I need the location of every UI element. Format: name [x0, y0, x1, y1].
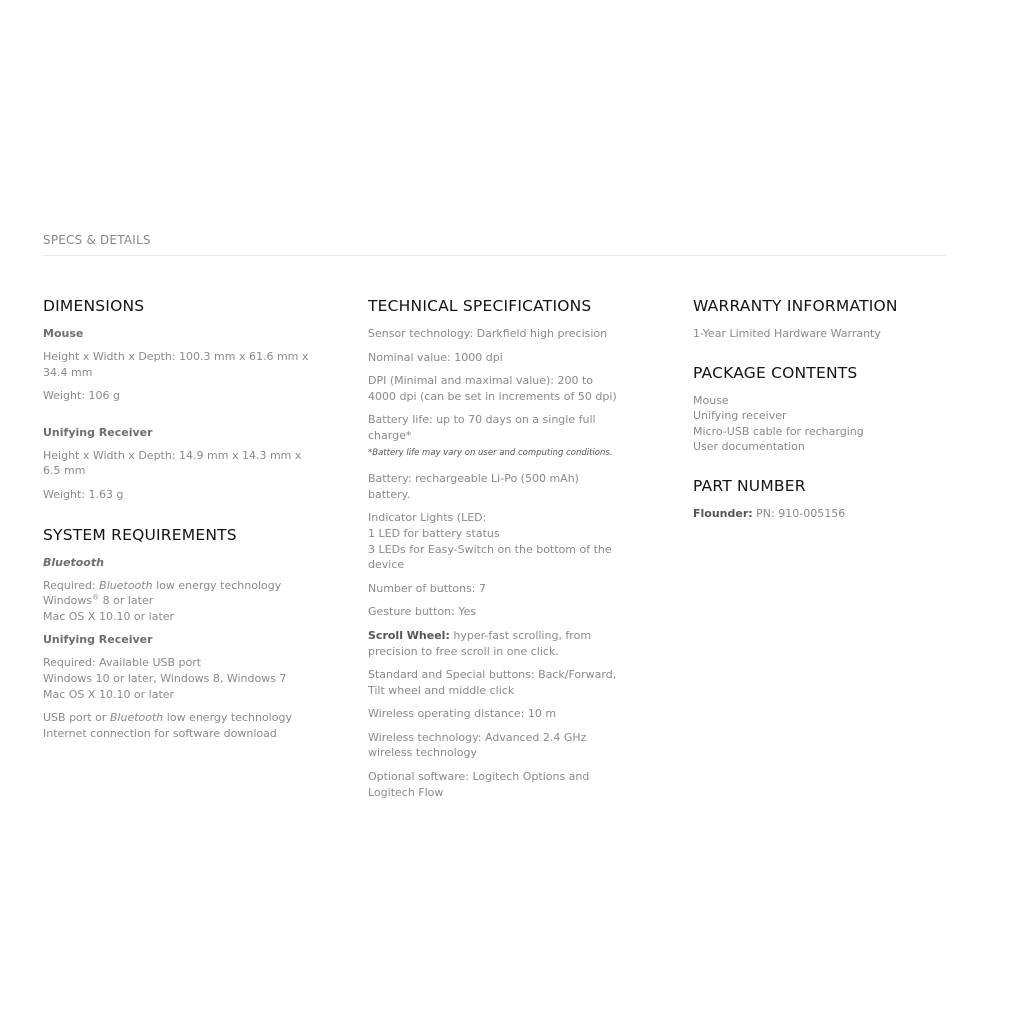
scroll-text: hyper-fast scrolling, from precision to free scroll in one click. — [368, 628, 592, 658]
mouse-subheading: Mouse — [43, 327, 84, 340]
warranty-text: 1-Year Limited Hardware Warranty — [693, 327, 881, 340]
indicator-battery: 1 LED for battery status — [368, 526, 500, 540]
package-item: User documentation — [693, 440, 805, 454]
dimensions-heading: DIMENSIONS — [43, 297, 145, 315]
buttons-spec: Number of buttons: 7 — [368, 581, 486, 595]
battery-spec: Battery: rechargeable Li-Po (500 mAh) battery. — [368, 472, 579, 501]
unifying-requirements — [43, 655, 313, 702]
indicator-title: Indicator Lights (LED: — [368, 511, 487, 525]
nominal-spec: Nominal value: 1000 dpi — [368, 350, 503, 364]
column-technical — [368, 296, 623, 808]
battery-note: *Battery life may vary on user and computing conditions. — [368, 447, 613, 458]
usb-or-bluetooth: USB port or Bluetooth low energy technology — [43, 711, 292, 725]
package-item: Unifying receiver — [693, 409, 787, 423]
wireless-spec: Wireless technology: Advanced 2.4 GHz wireless technology — [368, 730, 587, 760]
software-spec: Optional software: Logitech Options and Logitech Flow — [368, 770, 590, 799]
indicator-spec — [368, 510, 623, 572]
part-number-heading: PART NUMBER — [693, 476, 806, 495]
unifying-extra — [43, 710, 313, 741]
bluetooth-windows: Windows® 8 or later — [43, 593, 154, 608]
package-list — [693, 393, 953, 455]
sensor-spec: Sensor technology: Darkfield high precision — [368, 327, 608, 340]
battery-life-spec: Battery life: up to 70 days on a single full charge* — [368, 413, 596, 442]
receiver-size: Height x Width x Depth: 14.9 mm x 14.3 mm x 6.5 mm — [43, 448, 302, 478]
specs-title: SPECS & DETAILS — [43, 233, 151, 247]
package-heading: PACKAGE CONTENTS — [693, 363, 858, 382]
specs-header — [43, 229, 947, 256]
standard-buttons-spec: Standard and Special buttons: Back/Forward, Tilt wheel and middle click — [368, 668, 617, 697]
bluetooth-mac: Mac OS X 10.10 or later — [43, 609, 175, 623]
technical-heading: TECHNICAL SPECIFICATIONS — [368, 297, 592, 315]
scroll-spec — [368, 628, 623, 659]
mouse-weight: Weight: 106 g — [43, 389, 120, 403]
bluetooth-subheading: Bluetooth — [43, 555, 104, 569]
scroll-label: Scroll Wheel: — [368, 628, 450, 642]
gesture-spec: Gesture button: Yes — [368, 605, 477, 619]
part-number — [693, 506, 953, 522]
part-label: Flounder: — [693, 506, 753, 520]
bluetooth-required: Required: Bluetooth low energy technology — [43, 578, 282, 592]
indicator-easy-switch: 3 LEDs for Easy-Switch on the bottom of the device — [368, 542, 612, 572]
system-requirements-heading: SYSTEM REQUIREMENTS — [43, 525, 237, 544]
warranty-heading: WARRANTY INFORMATION — [693, 297, 898, 315]
unifying-mac: Mac OS X 10.10 or later — [43, 687, 175, 701]
part-value: PN: 910-005156 — [752, 506, 846, 520]
internet-connection: Internet connection for software download — [43, 726, 277, 740]
dpi-spec: DPI (Minimal and maximal value): 200 to 4000 dpi (can be set in increments of 50 dpi) — [368, 374, 617, 403]
unifying-required: Required: Available USB port — [43, 656, 202, 670]
distance-spec: Wireless operating distance: 10 m — [368, 707, 557, 721]
receiver-weight: Weight: 1.63 g — [43, 487, 124, 501]
mouse-size: Height x Width x Depth: 100.3 mm x 61.6 mm x 34.4 mm — [43, 350, 309, 379]
unifying-windows: Windows 10 or later, Windows 8, Windows 7 — [43, 671, 287, 685]
receiver-subheading: Unifying Receiver — [43, 425, 153, 439]
unifying-subheading: Unifying Receiver — [43, 633, 153, 647]
package-item: Mouse — [693, 393, 729, 407]
column-dimensions-system — [43, 296, 313, 749]
package-item: Micro-USB cable for recharging — [693, 424, 864, 438]
bluetooth-requirements — [43, 578, 313, 625]
column-warranty-package — [693, 296, 953, 530]
